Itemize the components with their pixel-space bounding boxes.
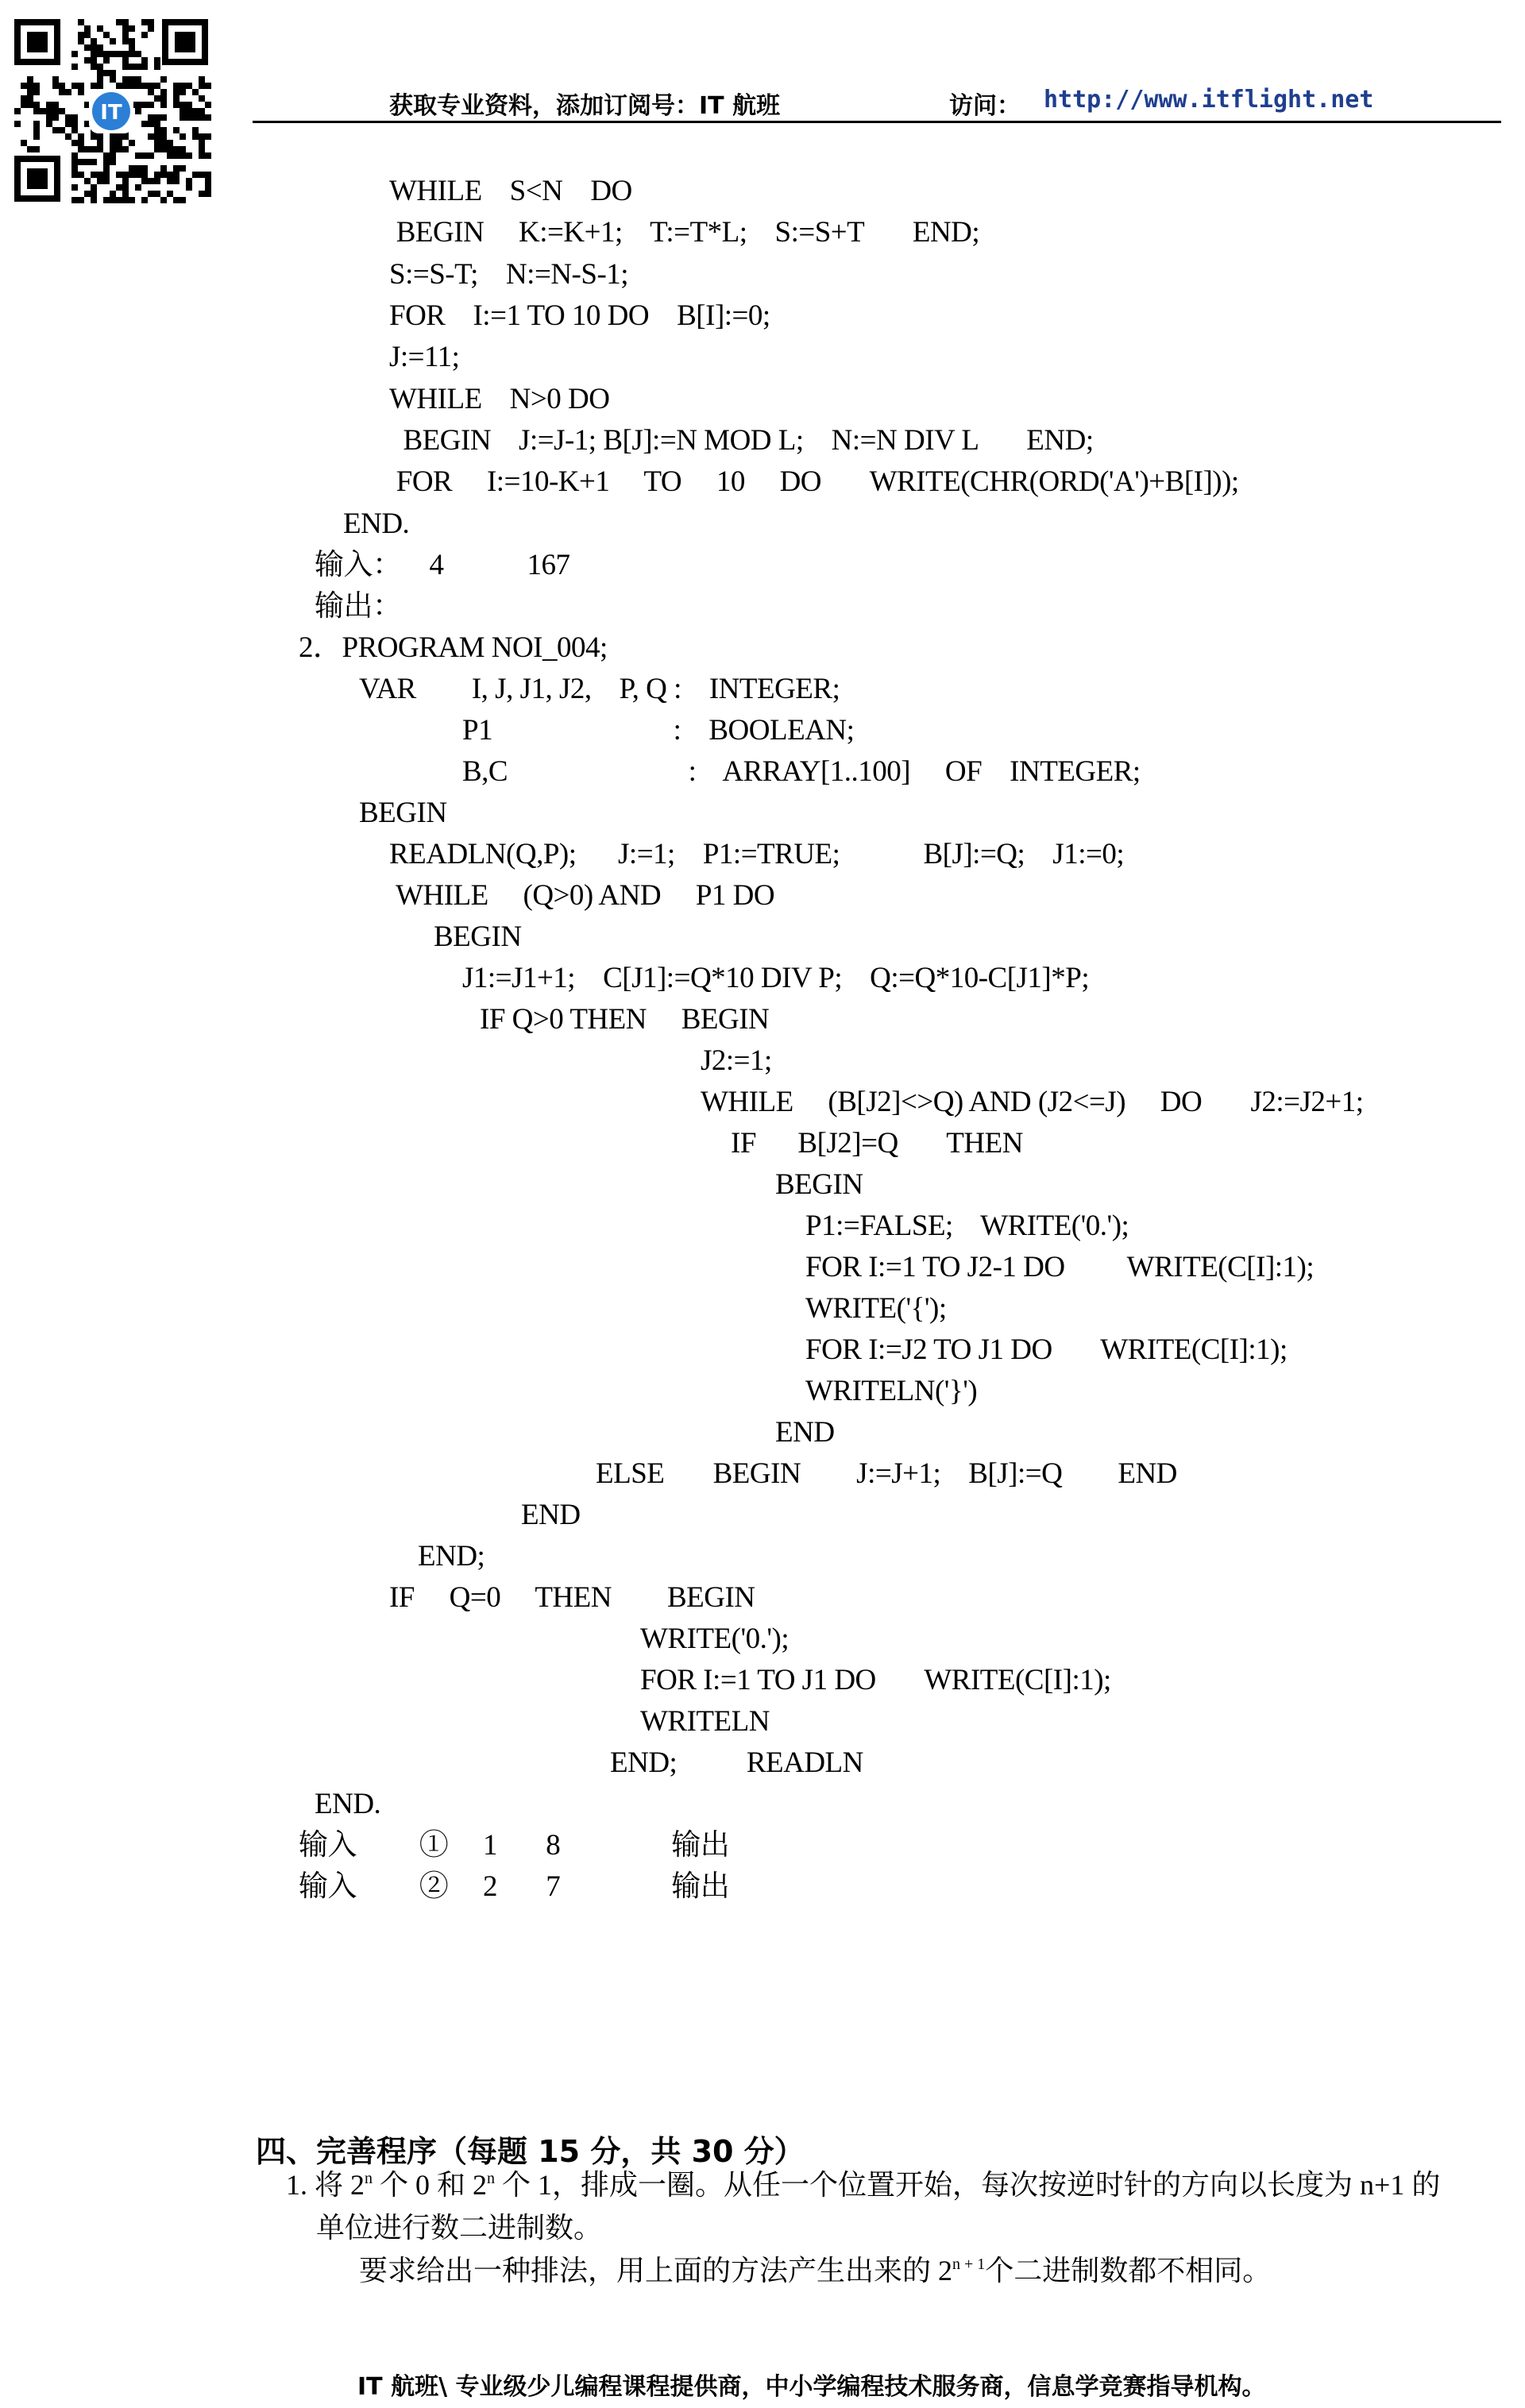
code-line: WRITELN('}') [805, 1375, 978, 1407]
code-line: ELSE BEGIN J:=J+1; B[J]:=Q END [596, 1457, 1177, 1490]
code-line: FOR I:=1 TO J2-1 DO WRITE(C[I]:1); [805, 1251, 1315, 1283]
code-line: END [521, 1499, 581, 1531]
code-line: P1 : BOOLEAN; [462, 714, 855, 747]
code-line: IF Q>0 THEN BEGIN [480, 1003, 770, 1036]
question-paragraph [359, 2256, 1271, 2285]
code-line: BEGIN [434, 920, 522, 953]
code-line: BEGIN K:=K+1; T:=T*L; S:=S+T END; [389, 216, 980, 249]
code-line: 输入 ② 2 7 输出 [299, 1870, 730, 1903]
qr-code-graphic [11, 16, 211, 205]
code-line: J:=11; [389, 341, 460, 373]
code-line: WRITE('{'); [805, 1292, 947, 1325]
code-line: BEGIN [359, 797, 447, 829]
code-line: 输出： [315, 590, 402, 623]
code-line: IF Q=0 THEN BEGIN [389, 1581, 755, 1614]
section-title: 四、完善程序（每题 15 分，共 30 分） [256, 2134, 805, 2169]
code-line: WHILE N>0 DO [389, 383, 610, 415]
header-subscribe-text: 获取专业资料，添加订阅号：IT 航班 [389, 92, 781, 120]
question-text: 1. 将 2 [286, 2169, 365, 2201]
qr-logo-text: IT [100, 101, 122, 125]
question-text: 个二进制数都不相同。 [985, 2255, 1272, 2286]
code-line: WRITELN [640, 1705, 770, 1738]
header-visit-label: 访问： [949, 92, 1021, 120]
header-divider [253, 121, 1501, 123]
footer-text: IT 航班\ 专业级少儿编程课程提供商，中小学编程技术服务商，信息学竞赛指导机构。 [357, 2373, 1266, 2401]
code-line: FOR I:=1 TO 10 DO B[I]:=0; [389, 299, 770, 332]
qr-code [11, 16, 211, 205]
question-paragraph: 单位进行数二进制数。 [316, 2212, 603, 2244]
code-line: END. [315, 1788, 381, 1820]
code-line: WHILE (Q>0) AND P1 DO [389, 879, 775, 912]
code-line: B,C : ARRAY[1..100] OF INTEGER; [462, 755, 1141, 788]
code-line: 输入 ① 1 8 输出 [299, 1829, 730, 1862]
question-paragraph [286, 2171, 1440, 2199]
question-text: 个 1，排成一圈。从任一个位置开始，每次按逆时针的方向以长度为 n+1 的 [495, 2169, 1441, 2201]
code-line: 2．PROGRAM NOI_004; [299, 631, 608, 664]
code-line: IF B[J2]=Q THEN [731, 1127, 1023, 1160]
code-line: FOR I:=J2 TO J1 DO WRITE(C[I]:1); [805, 1333, 1288, 1366]
code-line: 输入： 4 167 [315, 549, 570, 581]
superscript: n [365, 2170, 373, 2187]
code-line: VAR I, J, J1, J2, P, Q : INTEGER; [359, 673, 840, 705]
question-text: 要求给出一种排法，用上面的方法产生出来的 2 [359, 2255, 953, 2286]
code-line: END [775, 1416, 835, 1449]
code-line: P1:=FALSE; WRITE('0.'); [805, 1210, 1129, 1242]
code-line: END; READLN [610, 1746, 863, 1779]
superscript: n [487, 2170, 496, 2187]
code-line: READLN(Q,P); J:=1; P1:=TRUE; B[J]:=Q; J1:=0; [389, 838, 1125, 870]
code-line: J1:=J1+1; C[J1]:=Q*10 DIV P; Q:=Q*10-C[J1]*P; [462, 962, 1090, 994]
header-url-link[interactable]: http://www.itflight.net [1044, 86, 1374, 114]
code-line: WRITE('0.'); [640, 1623, 790, 1655]
question-text: 个 0 和 2 [373, 2169, 488, 2201]
code-line: BEGIN [775, 1168, 863, 1201]
code-line: WHILE S<N DO [389, 175, 632, 207]
code-line: END; [418, 1540, 485, 1573]
code-line: S:=S-T; N:=N-S-1; [389, 258, 629, 291]
code-line: END. [343, 507, 410, 540]
superscript: n + 1 [952, 2256, 986, 2273]
code-line: J2:=1; [701, 1044, 772, 1077]
code-line: FOR I:=10-K+1 TO 10 DO WRITE(CHR(ORD('A')+B[I])); [389, 465, 1239, 498]
code-line: BEGIN J:=J-1; B[J]:=N MOD L; N:=N DIV L END; [389, 424, 1094, 457]
code-line: FOR I:=1 TO J1 DO WRITE(C[I]:1); [640, 1664, 1111, 1696]
code-line: WHILE (B[J2]<>Q) AND (J2<=J) DO J2:=J2+1; [701, 1086, 1364, 1118]
